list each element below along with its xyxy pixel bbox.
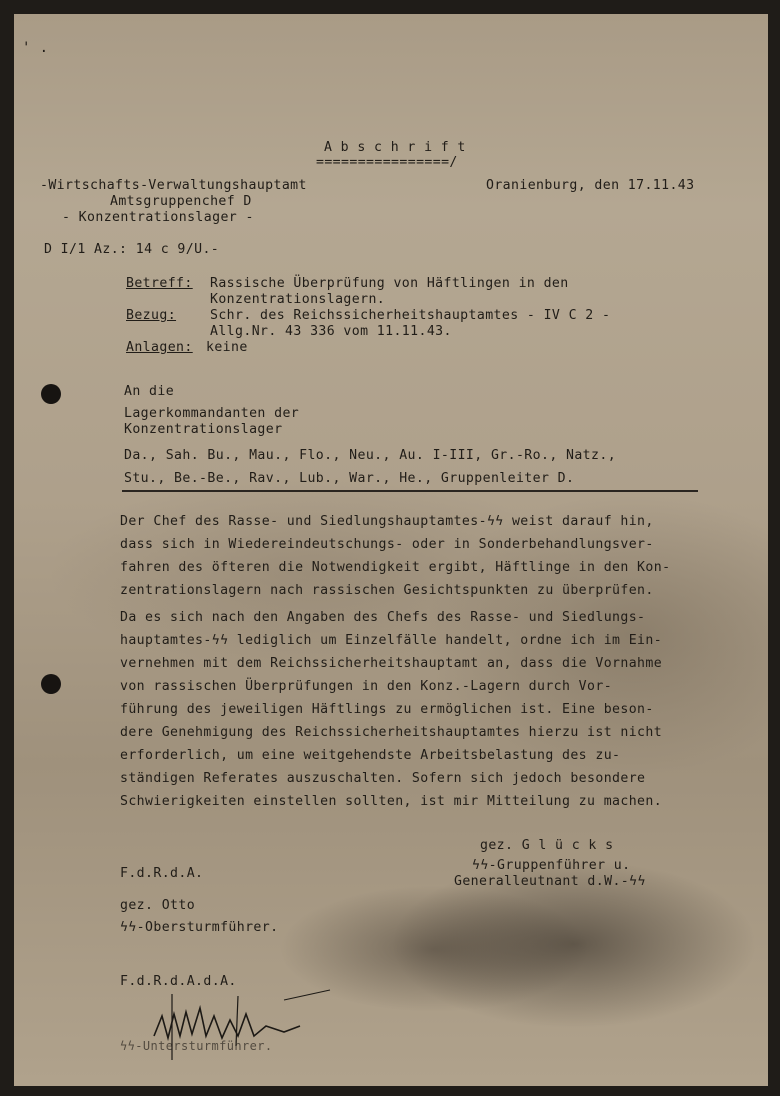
recipient-line-4: Stu., Be.-Be., Rav., Lub., War., He., Gruppenleiter D.	[124, 471, 575, 486]
bezug-line-1: Schr. des Reichssicherheitshauptamtes - IV C 2 -	[210, 308, 611, 323]
reference-number: D I/1 Az.: 14 c 9/U.-	[44, 242, 220, 257]
margin-mark: ' .	[22, 40, 49, 56]
signer-rank: ϟϟ-Gruppenführer u.	[472, 858, 631, 873]
sender-line-1: -Wirtschafts-Verwaltungshauptamt	[40, 178, 307, 193]
copy-signer-rank: ϟϟ-Obersturmführer.	[120, 920, 279, 935]
body-p1-line-4: zentrationslagern nach rassischen Gesichtspunkten zu überprüfen.	[120, 583, 654, 598]
recipient-line-3: Da., Sah. Bu., Mau., Flo., Neu., Au. I-III, Gr.-Ro., Natz.,	[124, 448, 617, 463]
bezug-label: Bezug:	[126, 308, 177, 323]
betreff-label: Betreff:	[126, 276, 193, 291]
body-p1-line-2: dass sich in Wiedereindeutschungs- oder in Sonderbehandlungsver-	[120, 537, 654, 552]
signer-name: gez. G l ü c k s	[480, 838, 614, 853]
copy-signer-name: gez. Otto	[120, 898, 196, 913]
document-page	[14, 14, 768, 1086]
body-p2-line-2: hauptamtes-ϟϟ lediglich um Einzelfälle handelt, ordne ich im Ein-	[120, 633, 663, 648]
fdr-line-1: F.d.R.d.A.	[120, 866, 204, 881]
body-p1-line-3: fahren des öfteren die Notwendigkeit ergibt, Häftlinge in den Kon-	[120, 560, 671, 575]
punch-hole	[41, 674, 61, 694]
body-p2-line-7: erforderlich, um eine weitgehendste Arbeitsbelastung des zu-	[120, 748, 621, 763]
anlagen-label: Anlagen:	[126, 340, 193, 355]
stamp-text: ϟϟ-Untersturmführer.	[120, 1039, 273, 1053]
body-p2-line-4: von rassischen Überprüfungen in den Konz.-Lagern durch Vor-	[120, 679, 613, 694]
body-p2-line-5: führung des jeweiligen Häftlings zu ermöglichen ist. Eine beson-	[120, 702, 654, 717]
sender-line-2: Amtsgruppenchef D	[110, 194, 252, 209]
body-p2-line-1: Da es sich nach den Angaben des Chefs des Rasse- und Siedlungs-	[120, 610, 646, 625]
anlagen-value: keine	[206, 340, 248, 355]
recipient-divider	[122, 490, 698, 492]
betreff-line-2: Konzentrationslagern.	[210, 292, 386, 307]
body-p2-line-9: Schwierigkeiten einstellen sollten, ist mir Mitteilung zu machen.	[120, 794, 663, 809]
punch-hole	[41, 384, 61, 404]
place-date: Oranienburg, den 17.11.43	[486, 178, 695, 193]
handwritten-signature	[134, 986, 334, 1066]
body-p2-line-6: dere Genehmigung des Reichssicherheitshauptamtes hierzu ist nicht	[120, 725, 663, 740]
recipient-line-2: Konzentrationslager	[124, 422, 283, 437]
betreff-line-1: Rassische Überprüfung von Häftlingen in den	[210, 276, 569, 291]
body-p2-line-3: vernehmen mit dem Reichssicherheitshauptamt an, dass die Vornahme	[120, 656, 663, 671]
title-underline: ================/	[316, 155, 458, 170]
body-p1-line-1: Der Chef des Rasse- und Siedlungshauptamtes-ϟϟ weist darauf hin,	[120, 514, 654, 529]
signer-title: Generalleutnant d.W.-ϟϟ	[454, 874, 646, 889]
bezug-line-2: Allg.Nr. 43 336 vom 11.11.43.	[210, 324, 452, 339]
fdr-line-2: F.d.R.d.A.d.A.	[120, 974, 237, 989]
sender-line-3: - Konzentrationslager -	[62, 210, 254, 225]
body-p2-line-8: ständigen Referates auszuschalten. Sofern sich jedoch besondere	[120, 771, 646, 786]
recipient-an-die: An die	[124, 384, 175, 399]
recipient-line-1: Lagerkommandanten der	[124, 406, 300, 421]
document-title: A b s c h r i f t	[324, 140, 466, 155]
